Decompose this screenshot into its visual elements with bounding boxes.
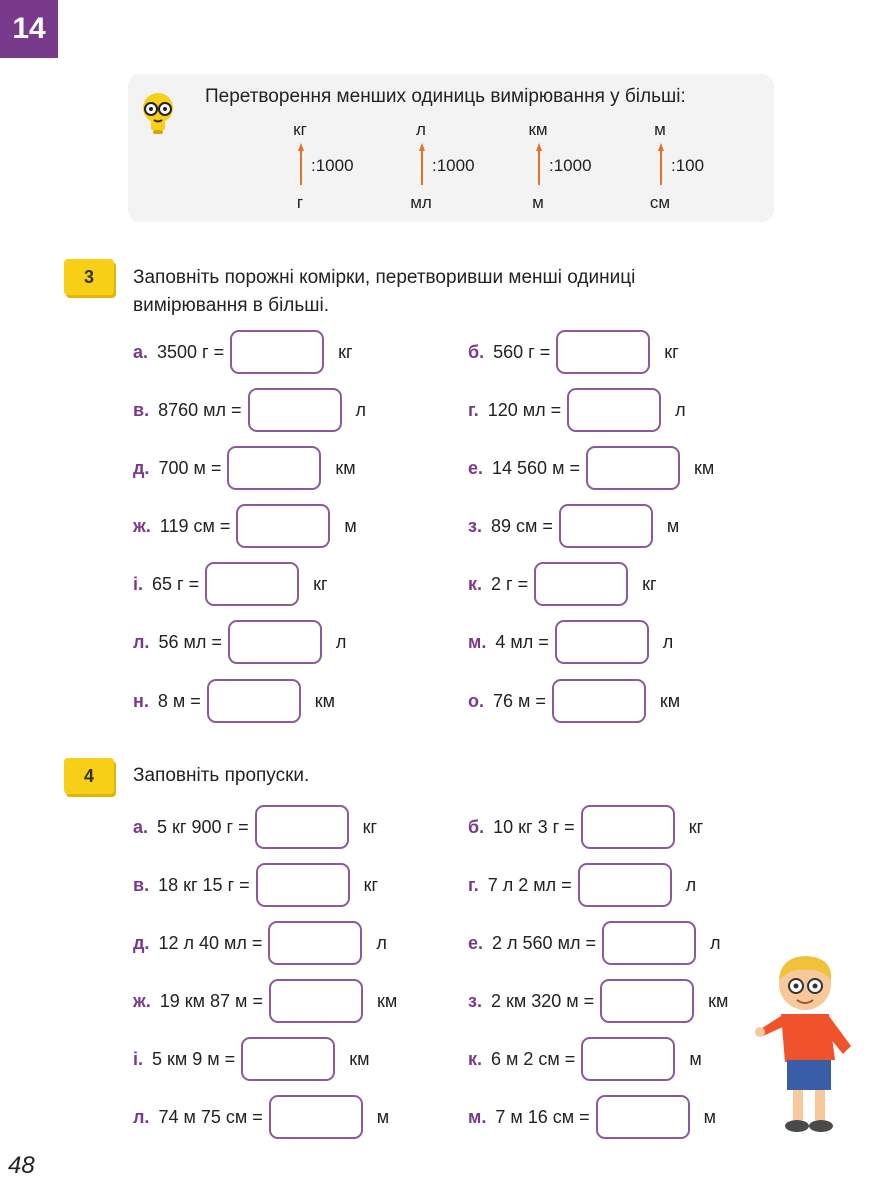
item-expression: 2 л 560 мл = xyxy=(492,932,596,953)
up-arrow-icon xyxy=(658,143,664,185)
item-letter: г. xyxy=(468,874,479,895)
factor: :1000 xyxy=(432,156,475,175)
item-letter: б. xyxy=(468,816,485,837)
item-expression: 3500 г = xyxy=(157,341,225,362)
big-unit: м xyxy=(654,120,666,139)
item-letter: і. xyxy=(133,573,144,594)
item-unit: м xyxy=(703,1106,717,1127)
item-expression: 2 км 320 м = xyxy=(490,990,595,1011)
conversion-m-cm xyxy=(645,120,735,220)
exercise-row xyxy=(133,1093,389,1141)
exercise-row xyxy=(133,502,357,550)
item-letter: д. xyxy=(133,457,150,478)
task-3-line-2: вимірювання в більші. xyxy=(133,295,330,316)
exercise-row xyxy=(133,328,353,376)
factor: :1000 xyxy=(311,156,354,175)
answer-box[interactable] xyxy=(268,921,362,965)
item-unit: км xyxy=(349,1048,370,1069)
exercise-row xyxy=(468,977,728,1025)
conversion-km-m xyxy=(523,120,613,220)
exercise-row xyxy=(468,861,696,909)
item-unit: кг xyxy=(642,573,657,594)
item-expression: 7 м 16 см = xyxy=(495,1106,590,1127)
item-expression: 700 м = xyxy=(158,457,222,478)
boy-illustration xyxy=(755,950,859,1140)
item-letter: ж. xyxy=(133,990,151,1011)
answer-box[interactable] xyxy=(552,679,646,723)
item-letter: а. xyxy=(133,816,149,837)
item-expression: 14 560 м = xyxy=(492,457,580,478)
exercise-row xyxy=(133,677,335,725)
exercise-row xyxy=(468,1093,716,1141)
answer-box[interactable] xyxy=(269,1095,363,1139)
exercise-row xyxy=(133,560,328,608)
exercise-row xyxy=(468,386,686,434)
exercise-row xyxy=(468,444,714,492)
item-letter: а. xyxy=(133,341,149,362)
item-unit: л xyxy=(709,932,721,953)
item-expression: 8760 мл = xyxy=(158,399,242,420)
exercise-row xyxy=(133,919,387,967)
answer-box[interactable] xyxy=(230,330,324,374)
item-expression: 18 кг 15 г = xyxy=(158,874,250,895)
item-unit: л xyxy=(355,399,367,420)
item-expression: 8 м = xyxy=(157,690,201,711)
big-unit: кг xyxy=(293,120,307,139)
item-unit: кг xyxy=(664,341,679,362)
answer-box[interactable] xyxy=(227,446,321,490)
exercise-row xyxy=(468,1035,702,1083)
item-expression: 5 км 9 м = xyxy=(152,1048,236,1069)
answer-box[interactable] xyxy=(602,921,696,965)
item-letter: ж. xyxy=(133,515,151,536)
item-letter: в. xyxy=(133,874,150,895)
big-unit: км xyxy=(528,120,548,139)
answer-box[interactable] xyxy=(248,388,342,432)
item-expression: 19 км 87 м = xyxy=(159,990,263,1011)
big-unit: л xyxy=(416,120,426,139)
answer-box[interactable] xyxy=(534,562,628,606)
item-expression: 120 мл = xyxy=(487,399,562,420)
item-unit: км xyxy=(314,690,336,711)
answer-box[interactable] xyxy=(256,863,350,907)
item-letter: м. xyxy=(468,1106,487,1127)
answer-box[interactable] xyxy=(586,446,680,490)
item-letter: з. xyxy=(468,515,482,536)
item-unit: м xyxy=(666,515,680,536)
answer-box[interactable] xyxy=(600,979,694,1023)
item-letter: к. xyxy=(468,1048,483,1069)
small-unit: мл xyxy=(410,193,432,212)
item-letter: г. xyxy=(468,399,479,420)
item-unit: км xyxy=(376,990,398,1011)
up-arrow-icon xyxy=(536,143,542,185)
answer-box[interactable] xyxy=(578,863,672,907)
item-expression: 560 г = xyxy=(493,341,551,362)
exercise-row xyxy=(468,919,720,967)
small-unit: г xyxy=(296,193,304,212)
item-letter: к. xyxy=(468,573,483,594)
item-unit: кг xyxy=(363,874,379,895)
item-expression: 4 мл = xyxy=(495,631,549,652)
answer-box[interactable] xyxy=(241,1037,335,1081)
item-expression: 2 г = xyxy=(491,573,529,594)
exercise-row xyxy=(468,502,679,550)
item-letter: з. xyxy=(468,990,482,1011)
exercise-row xyxy=(133,861,378,909)
item-unit: м xyxy=(344,515,357,536)
item-expression: 89 см = xyxy=(490,515,553,536)
answer-box[interactable] xyxy=(581,1037,675,1081)
task-3-line-1: Заповніть порожні комірки, перетворивши менші одиниці xyxy=(133,267,636,288)
item-letter: м. xyxy=(468,631,487,652)
exercise-row xyxy=(133,618,346,666)
item-unit: л xyxy=(675,399,686,420)
lightbulb-icon xyxy=(140,90,176,136)
factor: :1000 xyxy=(549,156,592,175)
conversion-l-ml xyxy=(406,120,496,220)
item-unit: км xyxy=(335,457,356,478)
item-expression: 12 л 40 мл = xyxy=(158,932,263,953)
item-unit: км xyxy=(708,990,729,1011)
exercise-row xyxy=(468,328,679,376)
small-unit: см xyxy=(649,193,671,212)
page-tab: 14 xyxy=(0,0,58,58)
small-unit: м xyxy=(532,193,544,212)
item-letter: л. xyxy=(133,1106,150,1127)
item-unit: л xyxy=(335,631,347,652)
item-letter: в. xyxy=(133,399,150,420)
item-unit: л xyxy=(685,874,697,895)
item-expression: 65 г = xyxy=(152,573,200,594)
item-expression: 6 м 2 см = xyxy=(491,1048,576,1069)
item-letter: е. xyxy=(468,457,484,478)
item-letter: б. xyxy=(468,341,485,362)
item-unit: кг xyxy=(688,816,704,837)
item-unit: км xyxy=(693,457,715,478)
item-letter: о. xyxy=(468,690,484,711)
task-4-badge: 4 xyxy=(64,758,114,794)
answer-box[interactable] xyxy=(228,620,322,664)
answer-box[interactable] xyxy=(205,562,299,606)
item-unit: л xyxy=(662,631,674,652)
item-expression: 76 м = xyxy=(493,690,546,711)
item-letter: л. xyxy=(133,631,150,652)
item-unit: кг xyxy=(313,573,328,594)
item-unit: кг xyxy=(338,341,353,362)
exercise-row xyxy=(133,977,397,1025)
item-letter: д. xyxy=(133,932,150,953)
item-expression: 119 см = xyxy=(159,515,231,536)
exercise-row xyxy=(133,386,366,434)
answer-box[interactable] xyxy=(207,679,301,723)
task-3-badge: 3 xyxy=(64,259,114,295)
answer-box[interactable] xyxy=(559,504,653,548)
factor: :100 xyxy=(671,156,705,175)
item-unit: км xyxy=(659,690,681,711)
answer-box[interactable] xyxy=(596,1095,690,1139)
info-title: Перетворення менших одиниць вимірювання у більші: xyxy=(205,86,686,107)
exercise-row xyxy=(468,618,673,666)
up-arrow-icon xyxy=(419,143,425,185)
exercise-row xyxy=(468,677,680,725)
item-unit: м xyxy=(689,1048,702,1069)
item-expression: 56 мл = xyxy=(158,631,222,652)
task-3-instruction xyxy=(133,264,635,320)
item-letter: і. xyxy=(133,1048,144,1069)
answer-box[interactable] xyxy=(555,620,649,664)
item-expression: 5 кг 900 г = xyxy=(157,816,249,837)
answer-box[interactable] xyxy=(581,805,675,849)
exercise-row xyxy=(468,560,657,608)
answer-box[interactable] xyxy=(236,504,330,548)
exercise-row xyxy=(133,444,356,492)
exercise-row xyxy=(468,803,703,851)
page-number: 48 xyxy=(8,1152,35,1179)
item-letter: е. xyxy=(468,932,484,953)
item-letter: н. xyxy=(133,690,149,711)
task-4-instruction: Заповніть пропуски. xyxy=(133,765,310,786)
answer-box[interactable] xyxy=(567,388,661,432)
up-arrow-icon xyxy=(298,143,304,185)
answer-box[interactable] xyxy=(556,330,650,374)
item-unit: л xyxy=(376,932,387,953)
item-expression: 10 кг 3 г = xyxy=(493,816,575,837)
conversion-kg-g xyxy=(285,120,375,220)
item-unit: кг xyxy=(362,816,378,837)
exercise-row xyxy=(133,803,377,851)
item-expression: 74 м 75 см = xyxy=(158,1106,263,1127)
exercise-row xyxy=(133,1035,369,1083)
item-expression: 7 л 2 мл = xyxy=(487,874,572,895)
answer-box[interactable] xyxy=(269,979,363,1023)
item-unit: м xyxy=(376,1106,390,1127)
answer-box[interactable] xyxy=(255,805,349,849)
